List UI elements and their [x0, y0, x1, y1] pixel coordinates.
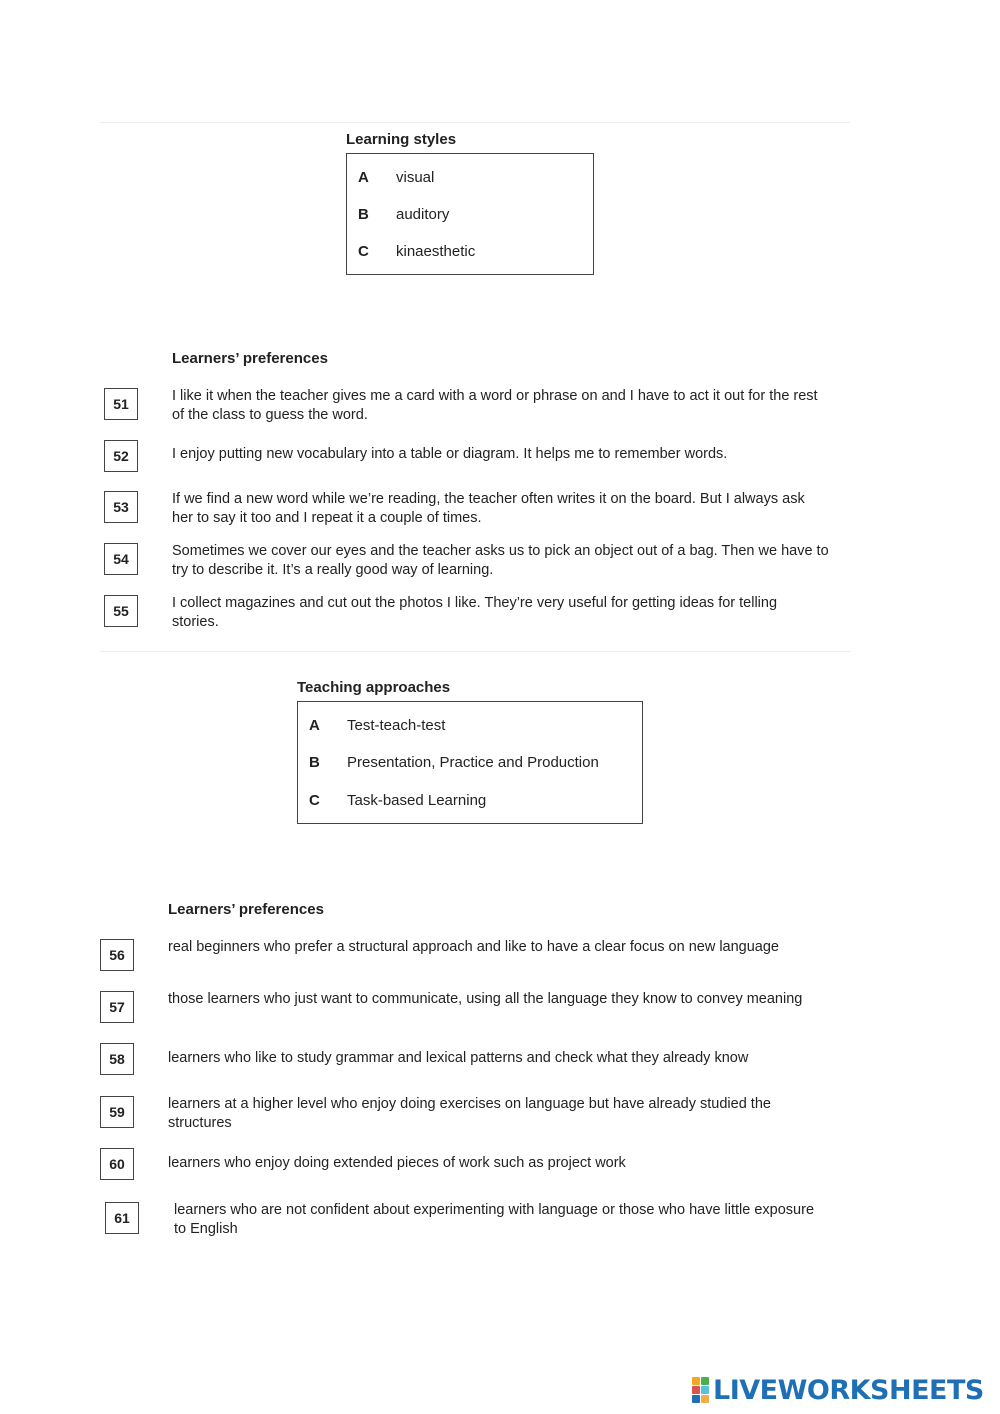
teaching-approaches-box — [297, 701, 643, 824]
answer-box-56[interactable]: 56 — [100, 939, 134, 971]
learners-preferences-title-2: Learners’ preferences — [168, 901, 324, 918]
answer-box-51[interactable]: 51 — [104, 388, 138, 420]
answer-box-52[interactable]: 52 — [104, 440, 138, 472]
answer-box-59[interactable]: 59 — [100, 1096, 134, 1128]
option-letter: B — [309, 754, 320, 771]
divider-top — [100, 122, 850, 123]
option-letter: C — [309, 792, 320, 809]
answer-box-53[interactable]: 53 — [104, 491, 138, 523]
option-text: Presentation, Practice and Production — [347, 754, 599, 771]
statement-60: learners who enjoy doing extended pieces of work such as project work — [168, 1155, 626, 1171]
answer-box-54[interactable]: 54 — [104, 543, 138, 575]
statement-56: real beginners who prefer a structural approach and like to have a clear focus on new language — [168, 939, 779, 955]
option-text: Task-based Learning — [347, 792, 487, 809]
statement-55: I collect magazines and cut out the photos I like. They’re very useful for getting ideas for telling stories. — [172, 595, 778, 630]
option-text: visual — [396, 169, 435, 186]
statement-59: learners at a higher level who enjoy doing exercises on language but have already studied the structures — [168, 1096, 771, 1131]
statement-52: I enjoy putting new vocabulary into a table or diagram. It helps me to remember words. — [172, 446, 728, 462]
answer-box-58[interactable]: 58 — [100, 1043, 134, 1075]
option-text: Test-teach-test — [347, 717, 446, 734]
answer-box-55[interactable]: 55 — [104, 595, 138, 627]
answer-box-57[interactable]: 57 — [100, 991, 134, 1023]
option-text: kinaesthetic — [396, 243, 476, 260]
liveworksheets-logo[interactable] — [692, 1373, 984, 1407]
learning-styles-box — [346, 153, 594, 275]
statement-57: those learners who just want to communicate, using all the language they know to convey meaning — [168, 991, 803, 1007]
statement-58: learners who like to study grammar and lexical patterns and check what they already know — [168, 1050, 749, 1066]
option-letter: C — [358, 243, 369, 260]
answer-box-60[interactable]: 60 — [100, 1148, 134, 1180]
statement-61: learners who are not confident about experimenting with language or those who have little exposure to English — [174, 1202, 815, 1237]
liveworksheets-logo-text: LIVEWORKSHEETS — [713, 1374, 984, 1406]
teaching-approaches-title: Teaching approaches — [297, 679, 451, 696]
divider-middle — [100, 651, 850, 652]
statement-53: If we find a new word while we’re reading, the teacher often writes it on the board. But I always ask her to say it too and I repeat it a couple of times. — [172, 491, 805, 526]
statement-51: I like it when the teacher gives me a card with a word or phrase on and I have to act it out for the rest of the class to guess the word. — [172, 388, 818, 423]
answer-box-61[interactable]: 61 — [105, 1202, 139, 1234]
option-text: auditory — [396, 206, 450, 223]
liveworksheets-logo-icon — [692, 1377, 710, 1403]
learners-preferences-title-1: Learners’ preferences — [172, 350, 328, 367]
statement-54: Sometimes we cover our eyes and the teacher asks us to pick an object out of a bag. Then we have to try to describe it. It’s a really good way of learning. — [172, 543, 829, 578]
option-letter: A — [309, 717, 320, 734]
learning-styles-title: Learning styles — [346, 131, 457, 148]
option-letter: A — [358, 169, 369, 186]
option-letter: B — [358, 206, 369, 223]
